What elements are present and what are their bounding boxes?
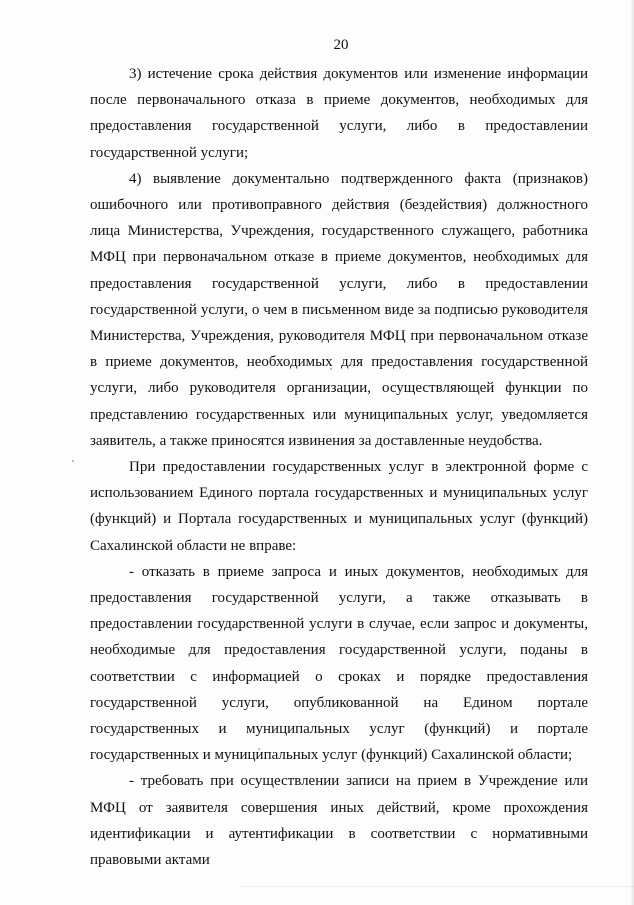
paragraph-item-4: 4) выявление документально подтвержденного факта (признаков) ошибочного или противоправного действия (бездействия) должностного лица Министерства, Учреждения, государственного служащего, работника МФЦ при первоначальном отказе в приеме документов, необходимых для предоставления государственной услуги, либо в предоставлении государственной услуги, о чем в письменном виде за подписью руководителя Министерства, Учреждения, руководителя МФЦ при первоначальном отказе в приеме документов, необходимых для предоставления государственной услуги, либо руководителя организации, осуществляющей функции по представлению государственных или муниципальных услуг, уведомляется заявитель, а также приносятся извинения за доставленные неудобства. xyxy=(90,170,588,449)
page-number: 20 xyxy=(333,37,349,53)
paragraph-item-3: 3) истечение срока действия документов или изменение информации после первоначального отказа в приеме документов, необходимых для предоставления государственной услуги, либо в предоставлении государственной услуги; xyxy=(90,66,588,161)
scan-speck xyxy=(258,748,260,750)
scan-speck xyxy=(330,368,332,370)
list-item-require: - требовать при осуществлении записи на прием в Учреждение или МФЦ от заявителя совершения иных действий, кроме прохождения идентификации и аутентификации в соответствии с нормативными правовыми актами xyxy=(90,773,588,869)
scan-speck xyxy=(72,460,74,462)
paragraph-electronic-services: При предоставлении государственных услуг в электронной форме с использованием Единого портала государственных и муниципальных услуг (функций) и Портала государственных и муниципальных услуг (функций) Сахалинской области не вправе: xyxy=(90,459,588,554)
scan-artifact-line xyxy=(240,886,634,887)
list-item-refuse: - отказать в приеме запроса и иных документов, необходимых для предоставления государственной услуги, а также отказывать в предоставлении государственной услуги в случае, если запрос и документы, необходимые для предоставления государственной услуги, поданы в соответствии с информацией о сроках и порядке предоставления государственной услуги, опубликованной на Едином портале государственных и муниципальных услуг (функций) и портале государственных и муниципальных услуг (функций) Сахалинской области; xyxy=(90,563,588,764)
document-body xyxy=(90,61,588,873)
